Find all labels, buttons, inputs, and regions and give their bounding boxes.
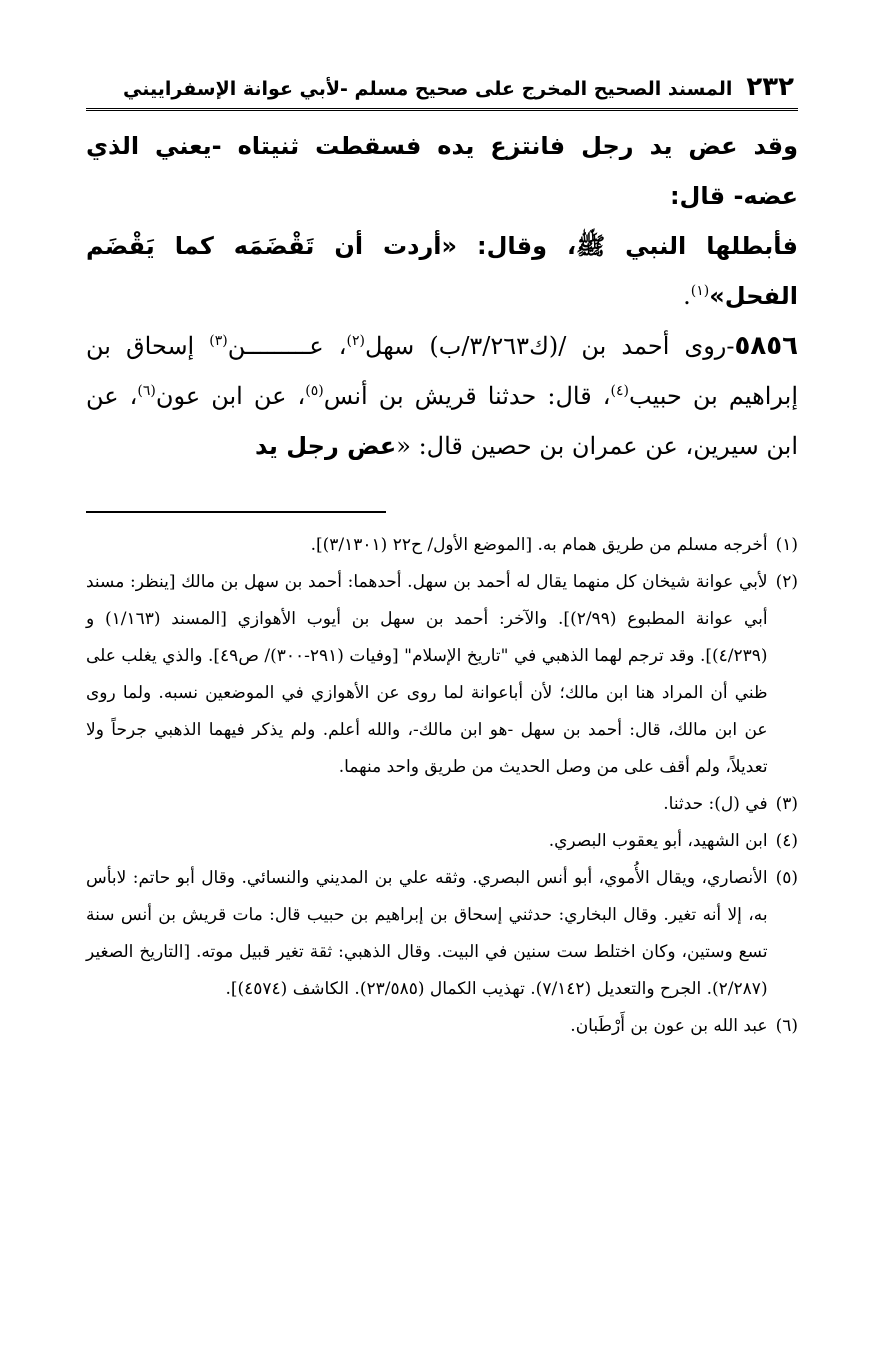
hadith-text-b: ، عـــــــــن	[227, 332, 347, 360]
footnote-number: (٢)	[775, 572, 798, 592]
hadith-text-d: ، قال: حدثنا قريش بن أنس	[323, 382, 611, 410]
main-text	[86, 121, 798, 471]
footnote-ref-4: (٤)	[610, 383, 629, 399]
hadith-text-c: إسحاق بن إبراهيم بن حبيب	[86, 332, 798, 410]
main-line-1: وقد عض يد رجل فانتزع يده فسقطت ثنيتاه -يعني الذي عضه- قال:	[86, 132, 798, 210]
footnote-ref-3: (٣)	[209, 333, 228, 349]
book-title: المسند الصحيح المخرج على صحيح مسلم -لأبي عوانة الإسفراييني	[123, 78, 733, 100]
hadith-quote-start: عض رجل يد	[255, 432, 397, 460]
footnote-number: (٤)	[775, 831, 798, 851]
footnote	[86, 786, 798, 823]
footnote-number: (٥)	[775, 868, 798, 888]
footnote-ref-2: (٢)	[346, 333, 365, 349]
hadith-text-e: ، عن ابن عون	[155, 382, 306, 410]
footnote	[86, 823, 798, 860]
hadith-number: ٥٨٥٦	[734, 331, 798, 361]
footnote-number: (١)	[775, 535, 798, 555]
footnote	[86, 860, 798, 1008]
hadith-paragraph	[86, 321, 798, 471]
footnote-text: الأنصاري، ويقال الأُموي، أبو أنس البصري. وثقه علي بن المديني والنسائي. وقال أبو حاتم: لابأس به، إلا أنه تغير. وقال البخاري: حدثني إسحاق بن إبراهيم بن حبيب قال: مات قريش بن أنس سنة تسع وستين، وكان اختلط ست سنين في البيت. وقال الذهبي: ثقة تغير قبيل موته. [التاريخ الصغير (٢/٢٨٧). الجرح والتعديل (٧/١٤٢). تهذيب الكمال (٢٣/٥٨٥). الكاشف (٤٥٧٤)].	[86, 868, 768, 999]
footnotes	[86, 527, 798, 1045]
main-line-2-end: .	[683, 282, 691, 310]
page	[86, 72, 798, 1045]
footnote-text: أخرجه مسلم من طريق همام به. [الموضع الأول/ ح٢٢ (٣/١٣٠١)].	[310, 535, 768, 555]
footnote-text: لأبي عوانة شيخان كل منهما يقال له أحمد بن سهل. أحدهما: أحمد بن سهل بن مالك [ينظر: مسند أبي عوانة المطبوع (٢/٩٩)]. والآخر: أحمد بن سهل بن أيوب الأهوازي [المسند (١/١٦٣) و (٤/٢٣٩)]. وقد ترجم لهما الذهبي في "تاريخ الإسلام" [وفيات (٢٩١-٣٠٠)/ ص٤٩]. والذي يغلب على ظني أن المراد هنا ابن مالك؛ لأن أباعوانة لما روى عن الأهوازي في الموضعين نسبه. ولما روى عن ابن مالك، قال: أحمد بن سهل -هو ابن مالك-، والله أعلم. ولم يذكر فيهما الذهبي جرحاً ولا تعديلاً، ولم أقف على من وصل الحديث من طريق واحد منهما.	[86, 572, 768, 777]
prophet-quote: فأبطلها النبي ﷺ، وقال: «أردت أن تَقْضَمَه كما يَقْضَم الفحل»	[86, 232, 798, 310]
page-number: ٢٣٢	[746, 72, 794, 102]
footnote	[86, 1008, 798, 1045]
footnote-text: في (ل): حدثنا.	[663, 794, 768, 814]
footnote-ref-5: (٥)	[305, 383, 324, 399]
footnote-number: (٣)	[775, 794, 798, 814]
hadith-text-a: -روى أحمد بن /(ك٣/٢٦٣/ب) سهل	[364, 332, 735, 360]
footnote-text: عبد الله بن عون بن أَرْطَبان.	[570, 1016, 768, 1036]
footnote-text: ابن الشهيد، أبو يعقوب البصري.	[548, 831, 768, 851]
footnote-ref-6: (٦)	[137, 383, 156, 399]
main-line-2	[86, 221, 798, 321]
footnote-number: (٦)	[775, 1016, 798, 1036]
footnote-ref-1: (١)	[690, 283, 710, 299]
running-header	[86, 72, 798, 111]
footnote	[86, 564, 798, 786]
footnote-divider	[86, 511, 386, 513]
hadith-text-f: ، عن ابن سيرين، عن عمران بن حصين قال: «	[86, 382, 798, 460]
footnote	[86, 527, 798, 564]
